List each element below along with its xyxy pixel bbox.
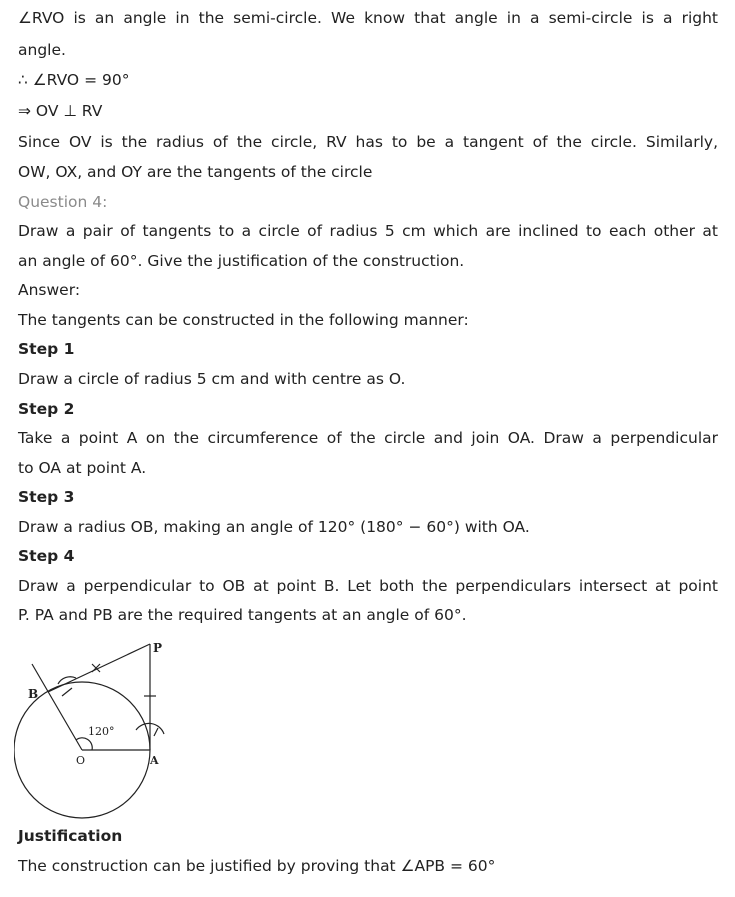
text-line: Draw a circle of radius 5 cm and with centre as O. xyxy=(18,370,406,388)
step-heading: Step 1 xyxy=(18,340,75,358)
question-heading: Question 4: xyxy=(18,193,108,211)
text-line: Since OV is the radius of the circle, RV has to be a tangent of the circle. Similarly, xyxy=(18,133,718,151)
step-heading: Step 4 xyxy=(18,547,75,565)
justification-heading: Justification xyxy=(18,827,123,845)
step-heading: Step 3 xyxy=(18,488,75,506)
text-line: Draw a radius OB, making an angle of 120° (180° − 60°) with OA. xyxy=(18,518,530,536)
text-line: The construction can be justified by proving that ∠APB = 60° xyxy=(18,857,496,875)
step-heading: Step 2 xyxy=(18,400,75,418)
text-line: Draw a perpendicular to OB at point B. Let both the perpendiculars intersect at point xyxy=(18,577,718,595)
text-line: ∴ ∠RVO = 90° xyxy=(18,71,130,89)
label-a: A xyxy=(150,754,159,767)
text-line: ⇒ OV ⊥ RV xyxy=(18,102,103,120)
answer-label: Answer: xyxy=(18,281,81,299)
text-line: P. PA and PB are the required tangents at an angle of 60°. xyxy=(18,606,467,624)
text-line: an angle of 60°. Give the justification of the construction. xyxy=(18,252,465,270)
text-line: The tangents can be constructed in the following manner: xyxy=(18,311,469,329)
label-p: P xyxy=(153,641,163,655)
angle-label: 120° xyxy=(88,725,115,738)
tangent-construction-figure xyxy=(14,636,174,820)
construction-tick xyxy=(154,728,158,736)
text-line: angle. xyxy=(18,41,66,59)
label-b: B xyxy=(28,687,39,701)
text-line: ∠RVO is an angle in the semi-circle. We know that angle in a semi-circle is a right xyxy=(18,9,718,27)
label-o: O xyxy=(76,754,86,767)
text-line: Take a point A on the circumference of the circle and join OA. Draw a perpendicular xyxy=(18,429,718,447)
text-line: OW, OX, and OY are the tangents of the circle xyxy=(18,163,373,181)
text-line: Draw a pair of tangents to a circle of radius 5 cm which are inclined to each other at xyxy=(18,222,718,240)
text-line: to OA at point A. xyxy=(18,459,147,477)
perpendicular-at-b xyxy=(48,644,150,692)
construction-tick xyxy=(62,688,72,696)
